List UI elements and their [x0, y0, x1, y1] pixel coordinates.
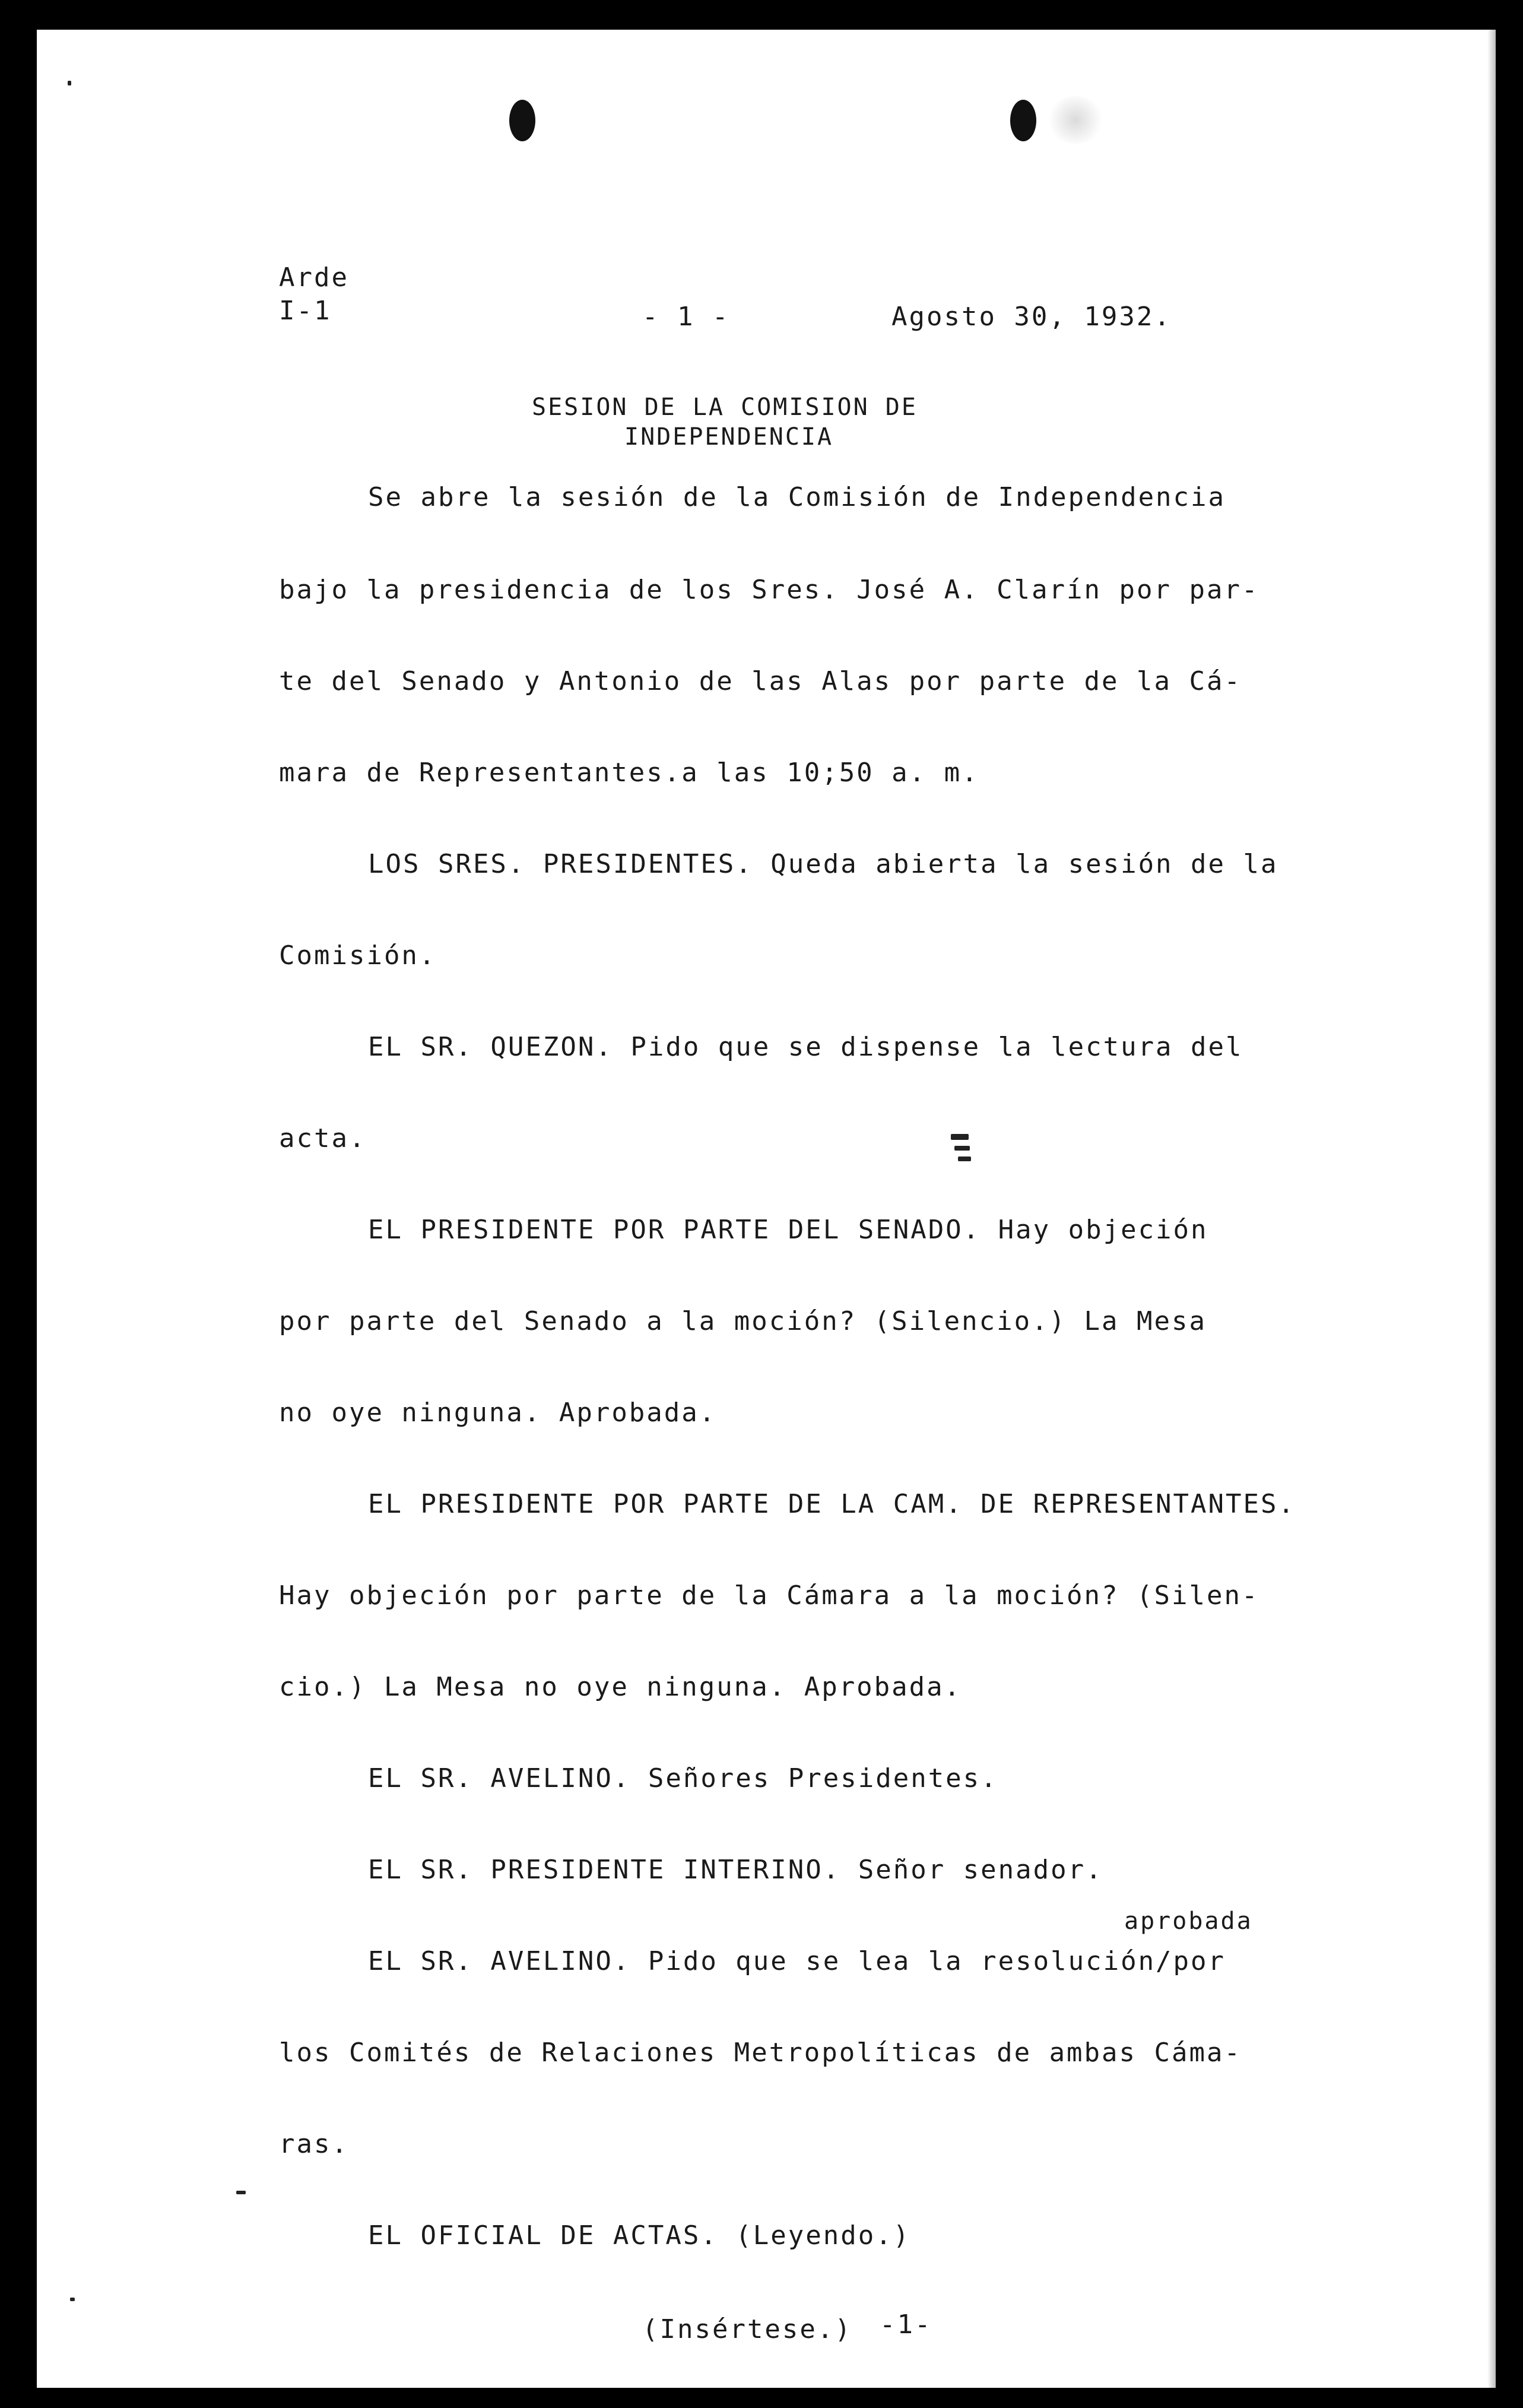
- document-code-line1: Arde: [279, 262, 349, 293]
- ink-speck: [236, 2191, 246, 2194]
- footer-note: (Insértese.): [642, 2314, 852, 2344]
- footer-mark: -1-: [880, 2309, 932, 2340]
- smudge-mark: [1046, 96, 1105, 144]
- body-line-12: EL PRESIDENTE POR PARTE DE LA CAM. DE REPRESENTANTES.: [368, 1489, 1296, 1519]
- body-line-16: EL SR. PRESIDENTE INTERINO. Señor senador.: [368, 1855, 1103, 1885]
- body-line-19: ras.: [279, 2129, 349, 2159]
- document-page: [37, 30, 1496, 2388]
- body-line-14: cio.) La Mesa no oye ninguna. Aprobada.: [279, 1672, 962, 1702]
- document-code-line2: I-1: [279, 296, 332, 326]
- body-line-8: acta.: [279, 1123, 367, 1154]
- body-line-5: LOS SRES. PRESIDENTES. Queda abierta la sesión de la: [368, 849, 1278, 879]
- punch-hole-left: [509, 100, 535, 141]
- punch-hole-right: [1010, 100, 1036, 141]
- session-title-line1: SESION DE LA COMISION DE: [532, 394, 918, 421]
- body-line-13: Hay objeción por parte de la Cámara a la moción? (Silen-: [279, 1580, 1259, 1611]
- ink-speck: [954, 1146, 970, 1151]
- ink-speck: [68, 81, 71, 85]
- page-edge-shadow: [1487, 30, 1496, 2388]
- body-line-4: mara de Representantes.a las 10;50 a. m.: [279, 758, 979, 788]
- ink-speck: [70, 2298, 75, 2301]
- body-line-15: EL SR. AVELINO. Señores Presidentes.: [368, 1763, 998, 1794]
- body-line-3: te del Senado y Antonio de las Alas por parte de la Cá-: [279, 666, 1242, 696]
- body-line-1: Se abre la sesión de la Comisión de Independencia: [368, 482, 1226, 512]
- insertion-above-text: aprobada: [1124, 1908, 1253, 1935]
- body-line-7: EL SR. QUEZON. Pido que se dispense la lectura del: [368, 1032, 1243, 1062]
- ink-speck: [951, 1134, 969, 1140]
- body-line-18: los Comités de Relaciones Metropolíticas de ambas Cáma-: [279, 2038, 1242, 2068]
- body-line-10: por parte del Senado a la moción? (Silencio.) La Mesa: [279, 1306, 1207, 1336]
- document-date: Agosto 30, 1932.: [891, 302, 1172, 332]
- body-line-20: EL OFICIAL DE ACTAS. (Leyendo.): [368, 2220, 911, 2251]
- body-line-6: Comisión.: [279, 940, 437, 971]
- body-line-9: EL PRESIDENTE POR PARTE DEL SENADO. Hay objeción: [368, 1215, 1208, 1245]
- body-line-11: no oye ninguna. Aprobada.: [279, 1398, 717, 1428]
- ink-speck: [958, 1157, 971, 1161]
- body-line-2: bajo la presidencia de los Sres. José A. Clarín por par-: [279, 575, 1259, 605]
- session-title-line2: INDEPENDENCIA: [624, 423, 834, 451]
- body-line-17: EL SR. AVELINO. Pido que se lea la resolución/por: [368, 1946, 1226, 1976]
- page-number: - 1 -: [642, 302, 730, 332]
